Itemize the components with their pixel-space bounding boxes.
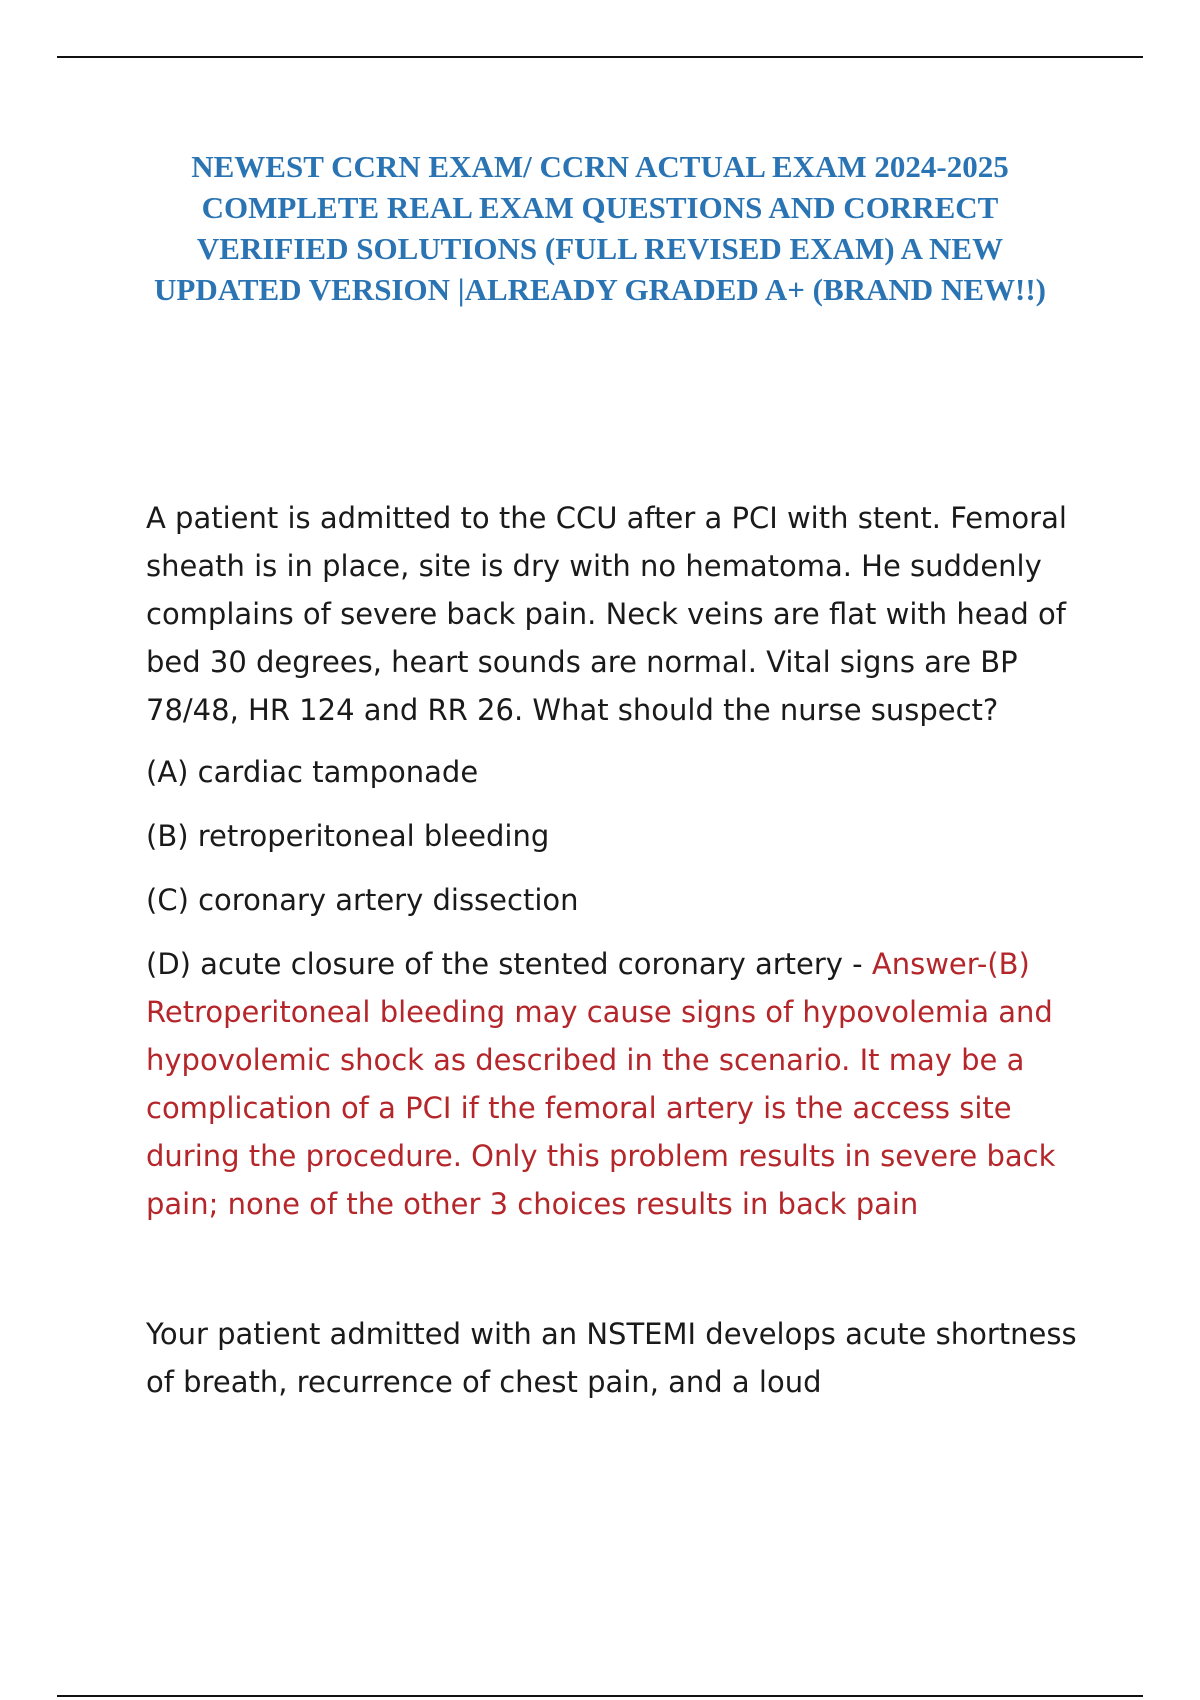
option-d-with-answer <box>146 940 1086 1228</box>
option-c: (C) coronary artery dissection <box>146 883 579 917</box>
option-a: (A) cardiac tamponade <box>146 755 479 789</box>
option-d: (D) acute closure of the stented coronary artery - <box>146 947 872 981</box>
question-1 <box>146 494 1086 1228</box>
question-2 <box>146 1310 1086 1406</box>
option-b: (B) retroperitoneal bleeding <box>146 819 550 853</box>
bottom-rule <box>57 1695 1143 1697</box>
question-1-stem: A patient is admitted to the CCU after a PCI with stent. Femoral sheath is in place, site is dry with no hematoma. He suddenly complains of severe back pain. Neck veins are flat with head of bed 30 degrees, heart sounds are normal. Vital signs are BP 78/48, HR 124 and RR 26. What should the nurse suspect? <box>146 501 1067 727</box>
document-title: NEWEST CCRN EXAM/ CCRN ACTUAL EXAM 2024-2025 COMPLETE REAL EXAM QUESTIONS AND CORRECT VERIFIED SOLUTIONS (FULL REVISED EXAM) A NEW UPDATED VERSION |ALREADY GRADED A+ (BRAND NEW!!) <box>154 149 1046 307</box>
answer-rationale: Answer-(B) Retroperitoneal bleeding may cause signs of hypovolemia and hypovolemic shock as described in the scenario. It may be a complication of a PCI if the femoral artery is the access site during the procedure. Only this problem results in severe back pain; none of the other 3 choices results in back pain <box>146 947 1056 1221</box>
question-2-stem: Your patient admitted with an NSTEMI develops acute shortness of breath, recurrence of chest pain, and a loud <box>146 1317 1077 1399</box>
top-rule <box>57 56 1143 58</box>
